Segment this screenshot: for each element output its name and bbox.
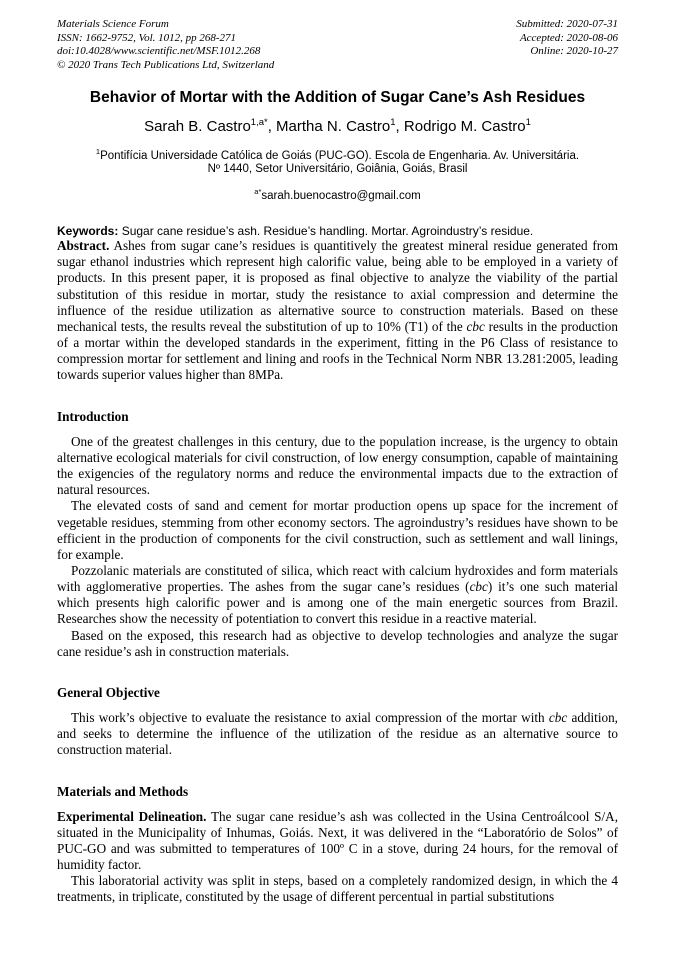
- section-heading-introduction: Introduction: [57, 408, 129, 424]
- experimental-delineation-paragraph: Experimental Delineation. The sugar cane residue’s ash was collected in the Usina Centroálcool S/A, situated in the Municipality of Inhumas, Goiás. Next, it was delivered in the “Laboratório de Solos” of PUC-GO and was submitted to temperatures of 100º C in a stove, during 24 hours, for the removal of humidity factor.: [57, 808, 619, 873]
- author-separator: ,: [267, 118, 277, 135]
- keywords-line: [57, 224, 618, 238]
- section-heading-general-objective: General Objective: [57, 684, 160, 700]
- author-3-name: Rodrigo M. Castro: [403, 118, 526, 135]
- general-objective-italic-term: cbc: [548, 710, 568, 726]
- author-3-superscript: 1: [525, 117, 531, 128]
- online-date: Online: 2020-10-27: [530, 45, 618, 57]
- affiliation-line-1: $^1$Pontifícia Universidade Católica de Goiás (PUC-GO). Escola de Engenharia. Av. Universitária.: [95, 147, 580, 162]
- authors-line: [57, 113, 618, 136]
- general-objective-paragraph: This work’s objective to evaluate the resistance to axial compression of the mortar with cbc addition, and seeks to determine the influence of the utilization of the residue as an alternative source to construction material.: [57, 710, 618, 758]
- affiliation-superscript: 1: [95, 147, 101, 156]
- materials-methods-paragraph-2: This laboratorial activity was split in steps, based on a completely randomized design, in which the 4 treatments, in triplicate, constituted by the usage of different percentual in partial substitutions: [57, 873, 618, 905]
- keywords-label: Keywords:: [57, 224, 119, 239]
- section-heading-materials-methods: Materials and Methods: [57, 783, 189, 799]
- email-superscript: a*: [254, 186, 262, 196]
- author-2-superscript: 1: [390, 117, 396, 128]
- author-1-superscript: 1,a*: [250, 117, 268, 128]
- issn-volume-line: ISSN: 1662-9752, Vol. 1012, pp 268-271: [57, 31, 237, 44]
- keywords-text: Sugar cane residue’s ash. Residue’s handling. Mortar. Agroindustry’s residue.: [118, 224, 534, 239]
- abstract-paragraph: Abstract. Ashes from sugar cane’s residues is quantitively the greatest mineral residue generated from sugar ethanol industries which represent high calorific value, being able to be employed in a variety of products. In this present paper, it is proposed as final objective to analyze the viability of the partial substitution of this residue in mortar, study the resistance to axial compression and determine the influence of the residue utilization as alternative source to construction materials. Based on these mechanical tests, the results reveal the substitution of up to 10% (T1) of the cbc results in the production of a mortar within the developed standards in the experiment, fitting in the P6 Class of resistance to compression mortar for settlement and lining and roofs in the Technical Norm NBR 13.281:2005, leading towards superior values higher than 8MPa.: [57, 238, 618, 383]
- abstract-label: Abstract.: [57, 238, 110, 254]
- author-separator: ,: [395, 118, 404, 135]
- author-2-name: Martha N. Castro: [276, 118, 391, 135]
- affiliation: [57, 145, 618, 177]
- submitted-date: Submitted: 2020-07-31: [516, 18, 618, 30]
- paper-title: Behavior of Mortar with the Addition of Sugar Cane’s Ash Residues: [89, 89, 586, 106]
- affiliation-line-2: Nº 1440, Setor Universitário, Goiânia, Goiás, Brasil: [207, 163, 468, 176]
- publication-info: [57, 18, 274, 72]
- accepted-date: Accepted: 2020-08-06: [519, 31, 618, 44]
- article-body: [57, 238, 618, 905]
- email-line: [57, 185, 618, 203]
- introduction-paragraph-3: Pozzolanic materials are constituted of silica, which react with calcium hydroxides and form materials with agglomerative properties. The ashes from the sugar cane’s residues (cbc) it’s one such material which presents high calorific power and is among one of the main energetic sources from Brazil. Researches show the necessity of potentiation to convert this residue in a reactive material.: [57, 562, 618, 627]
- introduction-paragraph-4: Based on the exposed, this research had as objective to develop technologies and analyze the sugar cane residue’s ash in construction materials.: [57, 627, 618, 659]
- abstract-italic-term: cbc: [466, 318, 485, 334]
- author-1-name: Sarah B. Castro: [144, 118, 251, 135]
- journal-name: Materials Science Forum: [57, 18, 169, 30]
- introduction-paragraph-1: One of the greatest challenges in this century, due to the population increase, is the urgency to obtain alternative ecological materials for civil construction, of low energy consumption, capable of maintaining the exigencies of the regulatory norms and reduce the environmental impacts due to the extraction of natural resources.: [57, 433, 618, 498]
- experimental-delineation-label: Experimental Delineation.: [57, 808, 207, 824]
- email-address: sarah.buenocastro@gmail.com: [261, 189, 421, 202]
- introduction-italic-term: cbc: [469, 579, 488, 595]
- copyright-line: © 2020 Trans Tech Publications Ltd, Switzerland: [57, 58, 275, 71]
- doi-line: doi:10.4028/www.scientific.net/MSF.1012.268: [57, 45, 261, 57]
- publication-header: [57, 18, 618, 72]
- publication-dates: [516, 18, 618, 72]
- introduction-paragraph-2: The elevated costs of sand and cement for mortar production opens up space for the increment of vegetable residues, stemming from other economy sectors. The agroindustry’s residues have shown to be efficient in the production of components for the civil construction, such as settlement and wall linings, for example.: [57, 498, 618, 562]
